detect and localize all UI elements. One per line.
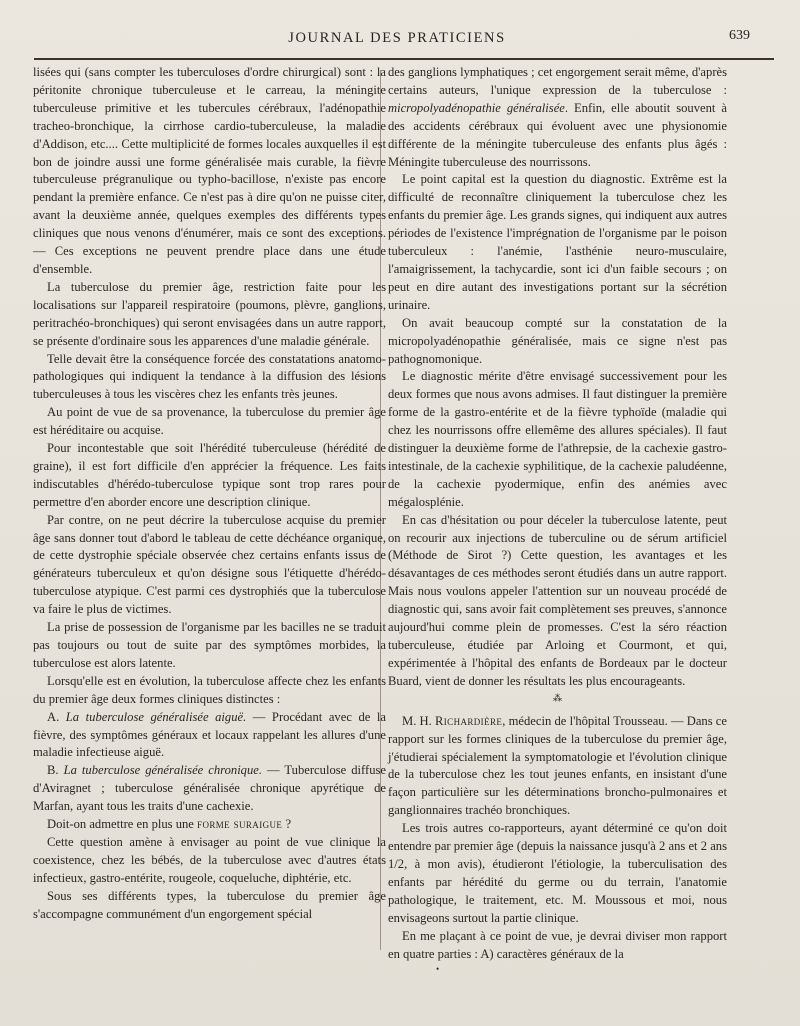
paragraph: Sous ses différents types, la tuberculose du premier âge s'accompagne communément d'un engorgement spécial bbox=[33, 888, 386, 921]
paragraph: En cas d'hésitation ou pour déceler la tuberculose latente, peut on recourir aux injections de tuberculine ou de sérum artificiel (Méthode de Sirot ?) Cette question, les avantages et les désavantages de ces méthodes seront étudiés dans un autre rapport. Mais nous voulons appeler l'attention sur un nouveau procédé de diagnostic qui, sans avoir fait complètement ses preuves, s'annonce aujourd'hui comme plein de promesses. C'est la séro réaction tuberculeuse, étudiée par Arloing et Courmont, et qui, expérimentée à l'hôpital des enfants de Bordeaux par le docteur Buard, vient de donner les résultats les plus encourageants. bbox=[388, 512, 727, 688]
paragraph: La prise de possession de l'organisme par les bacilles ne se traduit pas toujours ou tout de suite par des symptômes morbides, la tuberculose est alors latente. bbox=[33, 620, 386, 670]
form-b-prefix: B. bbox=[47, 763, 64, 778]
paragraph: On avait beaucoup compté sur la constatation de la micropolyadénopathie généralisée, mais ce signe n'est pas pathognomonique. bbox=[388, 315, 727, 366]
speaker-name: Richardière bbox=[434, 713, 503, 728]
form-a-paragraph bbox=[33, 709, 386, 763]
paragraph: Le point capital est la question du diagnostic. Extrême est la difficulté de reconnaître cliniquement la tuberculose chez les enfants du premier âge. Les grands signes, qui indiquent aux autres périodes de l'existence l'imprégnation de l'organisme par le poison tuberculeux : l'anémie, l'asthénie neuro-musculaire, l'amaigrissement, la tachycardie, sont ici d'un faible secours ; on peut en dire autant des investigations portant sur la sécrétion urinaire. bbox=[388, 172, 727, 312]
continued-paragraph bbox=[388, 64, 727, 171]
question-before: Doit-on admettre en plus une bbox=[47, 817, 198, 832]
right-column bbox=[388, 64, 727, 963]
paragraph: lisées qui (sans compter les tuberculoses d'ordre chirurgical) sont : la péritonite chronique tuberculeuse et le carreau, la méningite tuberculeuse primitive et les tubercules cérébraux, l'adénopathie tracheo-bronchique, la cirrhose cardio-tuberculeuse, la maladie d'Addison, etc.... Cette multiplicité de formes locales auxquelles il est bon de joindre aussi une forme généralisée mais curable, la fièvre tuberculeuse prégranulique ou typho-bacillose, n'existe pas encore pendant la première enfance. Ce n'est pas à dire qu'on ne puisse citer, avant la deuxième année, quelques exemples des différents types cliniques que nous venons d'énumérer, mais ce sont des exceptions. — Ces exceptions ne peuvent prendre place dans une étude d'ensemble. bbox=[33, 65, 386, 276]
italic-term: micropolyadénopathie généralisée bbox=[388, 100, 565, 115]
paragraph: Par contre, on ne peut décrire la tuberculose acquise du premier âge sans donner tout d'abord le tableau de cette déchéance organique, de cette dystrophie spéciale observée chez certains enfants issus de générateurs tuberculeux et qu'on désigne sous l'étiquette d'hérédo-tuberculose atypique. C'est parmi ces dystrophiés que la tuberculose va faire le plus de victimes. bbox=[33, 512, 386, 617]
form-b-paragraph bbox=[33, 762, 386, 816]
page-number: 639 bbox=[729, 28, 750, 43]
form-a-title: La tuberculose généralisée aiguë. bbox=[65, 709, 247, 724]
header-rule bbox=[34, 58, 774, 60]
form-b-title: La tuberculose généralisée chronique. bbox=[63, 763, 263, 778]
journal-title: JOURNAL DES PRATICIENS bbox=[288, 30, 506, 46]
paragraph: Lorsqu'elle est en évolution, la tuberculose affecte chez les enfants du premier âge deux formes cliniques distinctes : bbox=[33, 673, 386, 706]
paragraph: Les trois autres co-rapporteurs, ayant déterminé ce qu'on doit entendre par premier âge (depuis la naissance jusqu'à 2 ans et 2 ans 1/2, à mon avis), étudieront l'étiologie, la tuberculisation des enfants par hérédité du germe ou du terrain, l'anatomie pathologique, le traitement, etc. M. Moussous et moi, nous envisageons surtout la partie clinique. bbox=[388, 821, 727, 925]
question-after: ? bbox=[282, 817, 292, 832]
paragraph: Cette question amène à envisager au point de vue clinique la coexistence, chez les bébés, de la tuberculose avec d'autres états infectieux, gastro-entérite, rougeole, coqueluche, diphtérie, etc. bbox=[33, 834, 386, 885]
paragraph: En me plaçant à ce point de vue, je devrai diviser mon rapport en quatre parties : A) caractères généraux de la bbox=[388, 928, 727, 961]
left-column bbox=[33, 64, 386, 924]
suraigue-question bbox=[33, 816, 386, 834]
paragraph: La tuberculose du premier âge, restriction faite pour les localisations sur l'appareil respiratoire (poumons, plèvre, ganglions, peritrachéo-bronchiques) qui seront envisagées dans un autre rapport, se présente d'ordinaire sous les apparences d'une maladie générale. bbox=[33, 279, 386, 348]
paragraph: Au point de vue de sa provenance, la tuberculose du premier âge est héréditaire ou acquise. bbox=[33, 405, 386, 438]
running-header bbox=[34, 26, 760, 48]
paragraph: Pour incontestable que soit l'hérédité tuberculeuse (hérédité de graine), il est fort difficile d'en apprécier la fréquence. Les faits indiscutables d'hérédo-tuberculose typique sont trop rares pour permettre d'en aborder encore une description clinique. bbox=[33, 441, 386, 509]
form-b-text: — Tuberculose diffuse d'Aviragnet ; tuberculose généralisée chronique apyrétique de Marfan, ayant tous les traits d'une cachexie. bbox=[33, 763, 386, 814]
paragraph: Le diagnostic mérite d'être envisagé successivement pour les deux formes que nous avons admises. Il faut distinguer la première forme de la gastro-entérite et de la fièvre typhoïde (maladie qui chez les nourrissons offre ellemême des allures spéciales). Il faut distinguer la deuxième forme de l'athrepsie, de la cachexie gastro-intestinale, de la cachexie syphilitique, de la cachexie paludéenne, de la cachexie pyodermique, enfin des anémies avec mégalosplénie. bbox=[388, 369, 727, 509]
speaker-paragraph bbox=[388, 713, 727, 820]
section-separator: ⁂ bbox=[553, 692, 562, 703]
text-after: . Enfin, elle aboutit souvent à des accidents cérébraux qui évoluent avec une physionomie différente de la méningite tuberculeuse des enfants plus âgés : Méningite tuberculeuse des nourrissons. bbox=[388, 100, 727, 169]
form-a-text: — Procédant avec de la fièvre, des symptômes généraux et locaux rappelant les allures d'une maladie infectieuse aiguë. bbox=[33, 709, 386, 760]
speaker-prefix: M. H. bbox=[402, 713, 435, 728]
paragraph: Telle devait être la conséquence forcée des constatations anatomo-pathologiques qui indiquent la tendance à la diffusion des lésions tuberculeuses à tous les viscères chez les enfants très jeunes. bbox=[33, 351, 386, 402]
form-a-prefix: A. bbox=[47, 709, 66, 724]
speaker-text: , médecin de l'hôpital Trousseau. — Dans ce rapport sur les formes cliniques de la tuberculose du premier âge, j'étudierai spécialement la symptomatologie et l'évolution clinique de la tuberculose chez les tout jeunes enfants, en insistant d'une façon particulière sur les déterminations broncho-pulmonaires et ganglionnaires trachéo bronchiques. bbox=[388, 713, 727, 818]
page-speck: • bbox=[436, 964, 440, 974]
question-smallcaps: forme suraigue bbox=[197, 817, 283, 832]
text-before: des ganglions lymphatiques ; cet engorgement serait même, d'après certains auteurs, l'unique expression de la tuberculose : bbox=[388, 65, 727, 97]
